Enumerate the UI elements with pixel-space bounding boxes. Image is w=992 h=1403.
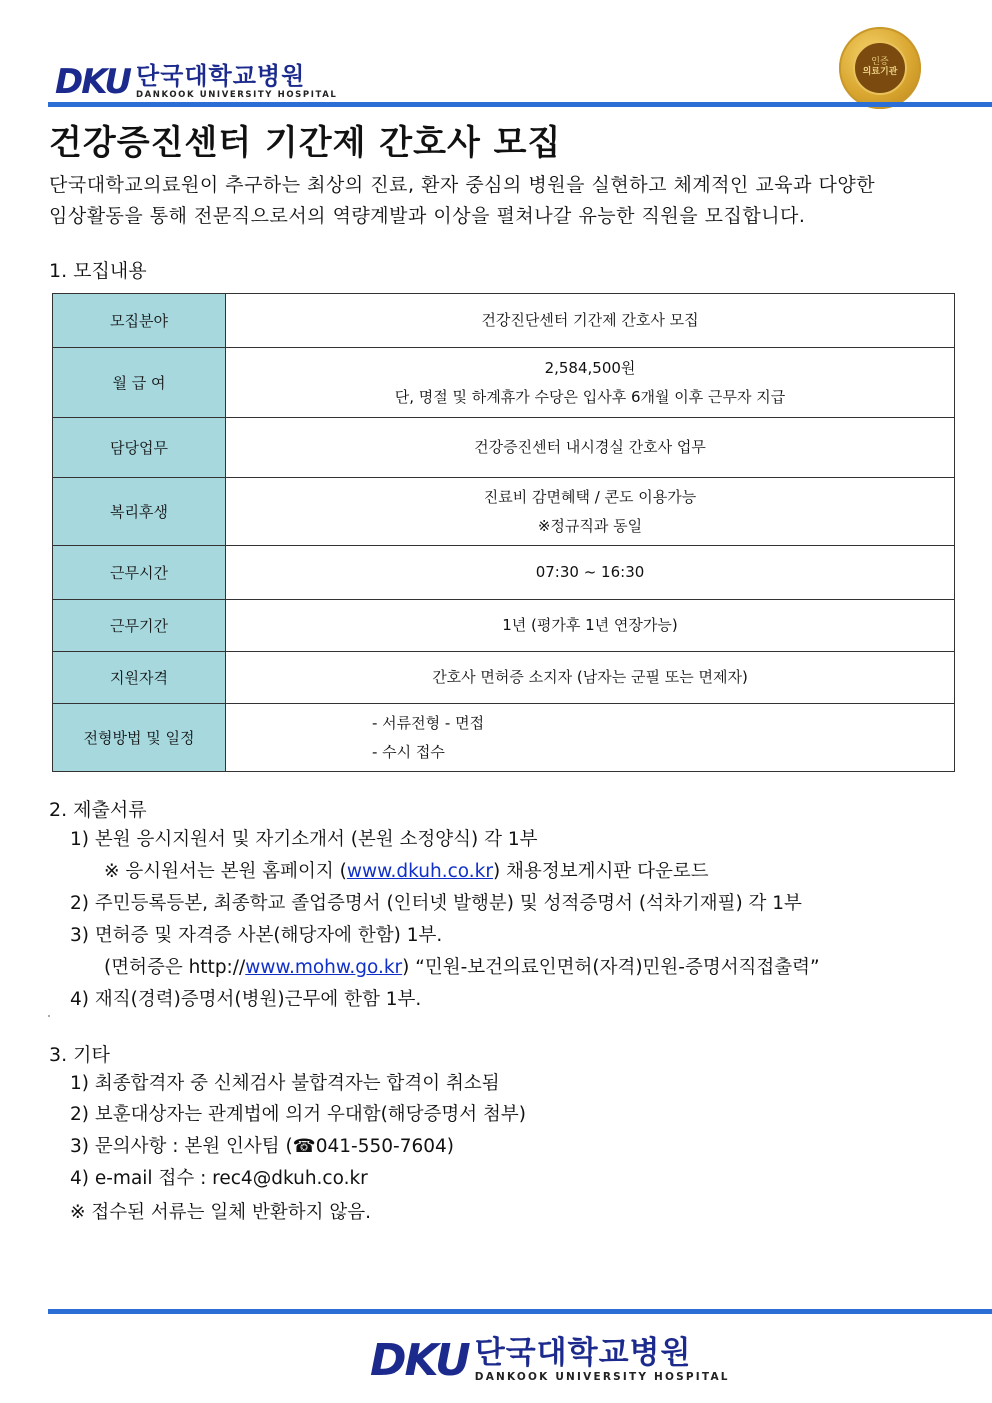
stray-mark	[48, 1015, 50, 1017]
row-label: 지원자격	[53, 652, 226, 704]
dku-logo-mark: DKU	[55, 62, 130, 102]
intro-line1: 단국대학교의료원이 추구하는 최상의 진료, 환자 중심의 병원을 실현하고 체계적인 교육과 다양한	[49, 174, 876, 196]
row-label: 담당업무	[53, 418, 226, 478]
section2-item1-note	[104, 856, 709, 888]
row-value-line: - 서류전형 - 면접	[372, 713, 485, 732]
section2-item3: 3) 면허증 및 자격증 사본(해당자에 한함) 1부.	[70, 925, 443, 946]
row-label: 복리후생	[53, 478, 226, 546]
row-value	[226, 478, 955, 546]
section2-item3-note	[104, 952, 820, 984]
row-value-line: 단, 명절 및 하계휴가 수당은 입사후 6개월 이후 근무자 지급	[394, 387, 786, 406]
section3-item: 4) e-mail 접수 : rec4@dkuh.co.kr	[70, 1168, 368, 1189]
section3-item: ※ 접수된 서류는 일체 반환하지 않음.	[70, 1202, 371, 1223]
homepage-link[interactable]: www.dkuh.co.kr	[346, 861, 493, 882]
hospital-name-kr: 단국대학교병원	[135, 62, 306, 91]
row-value-line: 07:30 ~ 16:30	[535, 563, 645, 581]
row-value	[226, 704, 955, 772]
row-value-line: - 수시 접수	[372, 742, 445, 761]
section3-item: 2) 보훈대상자는 관계법에 의거 우대함(해당증명서 첨부)	[70, 1104, 526, 1125]
table-row	[53, 600, 955, 652]
row-label: 근무시간	[53, 546, 226, 600]
section3-item: 3) 문의사항 : 본원 인사팀 (☎041-550-7604)	[70, 1136, 454, 1157]
table-row	[53, 478, 955, 546]
row-label: 전형방법 및 일정	[53, 704, 226, 772]
table-row	[53, 704, 955, 772]
row-value	[226, 418, 955, 478]
hospital-name-en: DANKOOK UNIVERSITY HOSPITAL	[474, 1371, 730, 1384]
row-value-line: ※정규직과 동일	[537, 516, 643, 535]
accreditation-seal-icon	[839, 27, 921, 109]
row-label: 근무기간	[53, 600, 226, 652]
table-row	[53, 348, 955, 418]
table-row	[53, 418, 955, 478]
row-value-line: 건강증진센터 내시경실 간호사 업무	[474, 438, 706, 456]
intro-line2: 임상활동을 통해 전문직으로서의 역량계발과 이상을 펼쳐나갈 유능한 직원을 모집합니다.	[49, 205, 806, 227]
table-row	[53, 652, 955, 704]
section2-item2: 2) 주민등록등본, 최종학교 졸업증명서 (인터넷 발행분) 및 성적증명서 (석차기재필) 각 1부	[70, 893, 802, 914]
row-value	[226, 294, 955, 348]
table-row	[53, 294, 955, 348]
row-value-line: 간호사 면허증 소지자 (남자는 군필 또는 면제자)	[432, 668, 748, 686]
note-text: (면허증은 http://	[104, 957, 246, 978]
recruitment-table	[52, 293, 955, 772]
row-value-line: 건강진단센터 기간제 간호사 모집	[481, 311, 699, 329]
hospital-name-kr: 단국대학교병원	[474, 1335, 692, 1372]
row-value	[226, 652, 955, 704]
row-label: 월 급 여	[53, 348, 226, 418]
footer-divider	[48, 1309, 992, 1314]
row-value-line: 1년 (평가후 1년 연장가능)	[502, 616, 678, 634]
hospital-name-en: DANKOOK UNIVERSITY HOSPITAL	[135, 90, 338, 101]
section2-item4: 4) 재직(경력)증명서(병원)근무에 한함 1부.	[70, 989, 422, 1010]
section1-heading: 1. 모집내용	[49, 260, 147, 282]
row-value	[226, 546, 955, 600]
note-text: ) “민원-보건의료인면허(자격)민원-증명서직접출력”	[402, 957, 820, 978]
row-value	[226, 600, 955, 652]
row-value-line: 진료비 감면혜택 / 콘도 이용가능	[483, 487, 697, 506]
table-row	[53, 546, 955, 600]
intro-paragraph	[49, 170, 949, 232]
row-value-line: 2,584,500원	[544, 358, 636, 377]
note-text: ) 채용정보게시판 다운로드	[493, 861, 709, 882]
note-text: ※ 응시원서는 본원 홈페이지 (	[104, 861, 347, 882]
row-value	[226, 348, 955, 418]
mohw-link[interactable]: www.mohw.go.kr	[245, 957, 403, 978]
footer-logo	[370, 1335, 730, 1386]
section3-item: 1) 최종합격자 중 신체검사 불합격자는 합격이 취소됨	[70, 1073, 500, 1094]
section2-heading: 2. 제출서류	[49, 799, 147, 821]
section2-item1: 1) 본원 응시지원서 및 자기소개서 (본원 소정양식) 각 1부	[70, 829, 538, 850]
page-title: 건강증진센터 기간제 간호사 모집	[49, 123, 562, 163]
badge-line1: 인증	[871, 57, 889, 68]
row-label: 모집분야	[53, 294, 226, 348]
badge-line2: 의료기관	[862, 67, 898, 77]
section3-heading: 3. 기타	[49, 1044, 110, 1066]
dku-logo-mark: DKU	[370, 1335, 469, 1386]
header-divider	[48, 102, 992, 107]
header-logo	[55, 62, 337, 102]
